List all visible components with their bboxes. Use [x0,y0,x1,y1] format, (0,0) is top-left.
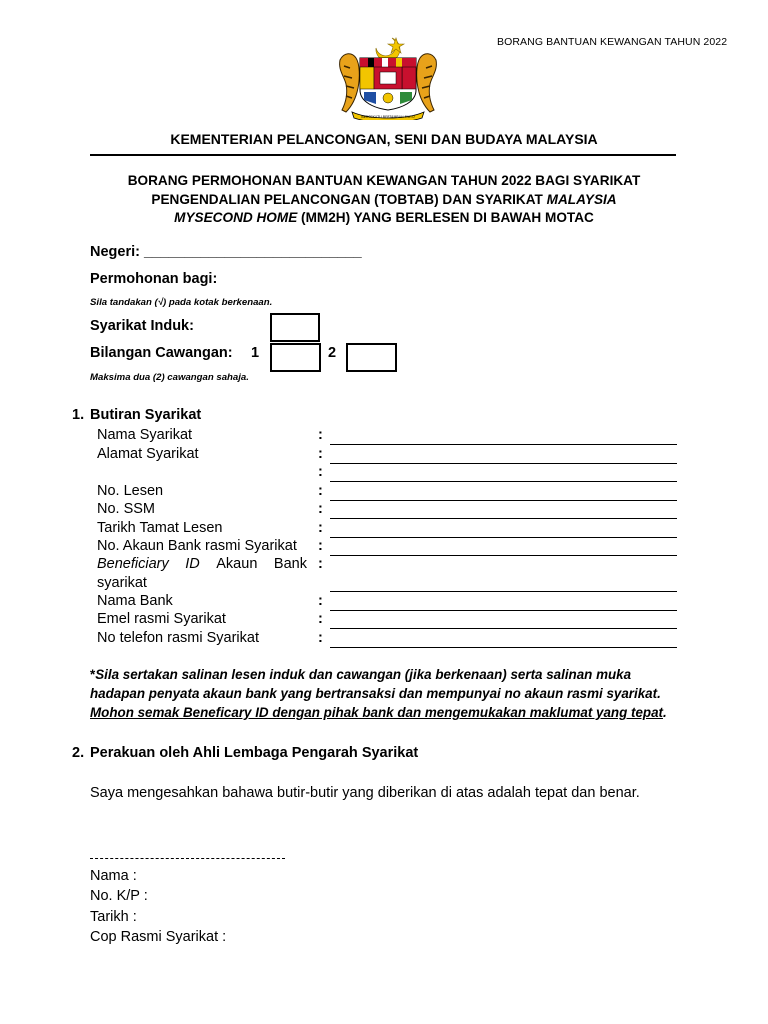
beneficiary-id-label-cont: syarikat [97,575,147,591]
no-ssm-label: No. SSM [97,501,156,517]
no-ssm-input-line[interactable] [330,518,677,519]
signature-kp-label: No. K/P : [90,888,148,904]
emel-input-line[interactable] [330,628,677,629]
form-title-line3-text: (MM2H) YANG BERLESEN DI BAWAH MOTAC [297,210,594,225]
nama-bank-label: Nama Bank [97,593,173,609]
tarikh-tamat-input-line[interactable] [330,537,677,538]
beneficiary-id-label [97,556,307,572]
form-title-line2 [60,191,708,210]
cawangan-2-label: 2 [328,345,337,361]
note-line3-period: . [662,705,667,720]
coat-of-arms-emblem [334,34,442,120]
colon: : [318,593,323,609]
alamat-syarikat-label: Alamat Syarikat [97,446,199,462]
section1-number: 1. [72,407,85,423]
signature-nama-label: Nama : [90,868,137,884]
section2-number: 2. [72,745,85,761]
no-akaun-label: No. Akaun Bank rasmi Syarikat [97,538,297,554]
form-header-label: BORANG BANTUAN KEWANGAN TAHUN 2022 [497,36,728,48]
form-title [60,172,708,228]
form-title-line3 [60,209,708,228]
telefon-input-line[interactable] [330,647,677,648]
colon: : [318,538,323,554]
no-lesen-input-line[interactable] [330,500,677,501]
note-line1 [90,665,680,684]
note-asterisk: * [90,667,96,682]
note-line1-text: Sila sertakan salinan lesen induk dan cawangan (jika berkenaan) serta salinan muka [95,667,632,682]
form-title-line2-italic: MALAYSIA [546,191,617,207]
bilangan-cawangan-label: Bilangan Cawangan: [90,345,233,361]
motto-text: BERSEKUTU BERTAMBAH MUTU [361,115,415,119]
colon: : [318,611,323,627]
cawangan-2-checkbox[interactable] [346,343,397,372]
colon: : [318,520,323,536]
signature-cop-label: Cop Rasmi Syarikat : [90,929,227,945]
beneficiary-word: Beneficiary [97,556,169,572]
colon: : [318,501,323,517]
signature-tarikh-label: Tarikh : [90,909,137,925]
no-akaun-input-line[interactable] [330,555,677,556]
negeri-field[interactable]: Negeri: ___________________________ [90,244,362,260]
syarikat-induk-label: Syarikat Induk: [90,318,194,334]
permohonan-label: Permohonan bagi: [90,271,218,287]
maksima-note: Maksima dua (2) cawangan sahaja. [90,372,249,383]
tick-instruction: Sila tandakan (√) pada kotak berkenaan. [90,297,273,308]
alamat-line-1[interactable] [330,463,677,464]
cawangan-1-label: 1 [251,345,260,361]
syarikat-induk-checkbox[interactable] [270,313,320,342]
signature-line[interactable] [90,858,285,859]
form-title-line3-italic: MYSECOND HOME [174,210,298,225]
akaun-word: Akaun [216,556,258,572]
nama-syarikat-input-line[interactable] [330,444,677,445]
form-title-line1: BORANG PERMOHONAN BANTUAN KEWANGAN TAHUN 2022 BAGI SYARIKAT [127,173,641,188]
ministry-title: KEMENTERIAN PELANCONGAN, SENI DAN BUDAYA MALAYSIA [170,131,598,147]
colon: : [318,446,323,462]
colon: : [318,630,323,646]
no-lesen-label: No. Lesen [97,483,164,499]
colon: : [318,556,323,572]
note-line2: hadapan penyata akaun bank yang bertransaksi dan mempunyai no akaun rasmi syarikat. [90,686,661,701]
note-line3 [90,703,680,722]
section2-title: Perakuan oleh Ahli Lembaga Pengarah Syarikat [90,745,419,761]
telefon-label: No telefon rasmi Syarikat [97,630,259,646]
nama-syarikat-label: Nama Syarikat [97,427,193,443]
declaration-statement: Saya mengesahkan bahawa butir-butir yang diberikan di atas adalah tepat dan benar. [90,785,640,801]
colon: : [318,427,323,443]
note-line3-underlined: Mohon semak Beneficary ID dengan pihak bank dan mengemukakan maklumat yang tepat [90,705,663,720]
colon: : [318,483,323,499]
header-divider [90,154,676,156]
emel-label: Emel rasmi Syarikat [97,611,226,627]
nama-bank-input-line[interactable] [330,610,677,611]
tarikh-tamat-lesen-label: Tarikh Tamat Lesen [97,520,223,536]
colon: : [318,464,323,480]
cawangan-1-checkbox[interactable] [270,343,321,372]
id-word: ID [185,556,200,572]
attachment-note [90,665,680,722]
bank-word: Bank [273,556,307,572]
beneficiary-id-input-line[interactable] [330,591,677,592]
alamat-line-2[interactable] [330,481,677,482]
section1-title: Butiran Syarikat [90,407,202,423]
form-title-line2-text: PENGENDALIAN PELANCONGAN (TOBTAB) DAN SYARIKAT [151,191,547,207]
